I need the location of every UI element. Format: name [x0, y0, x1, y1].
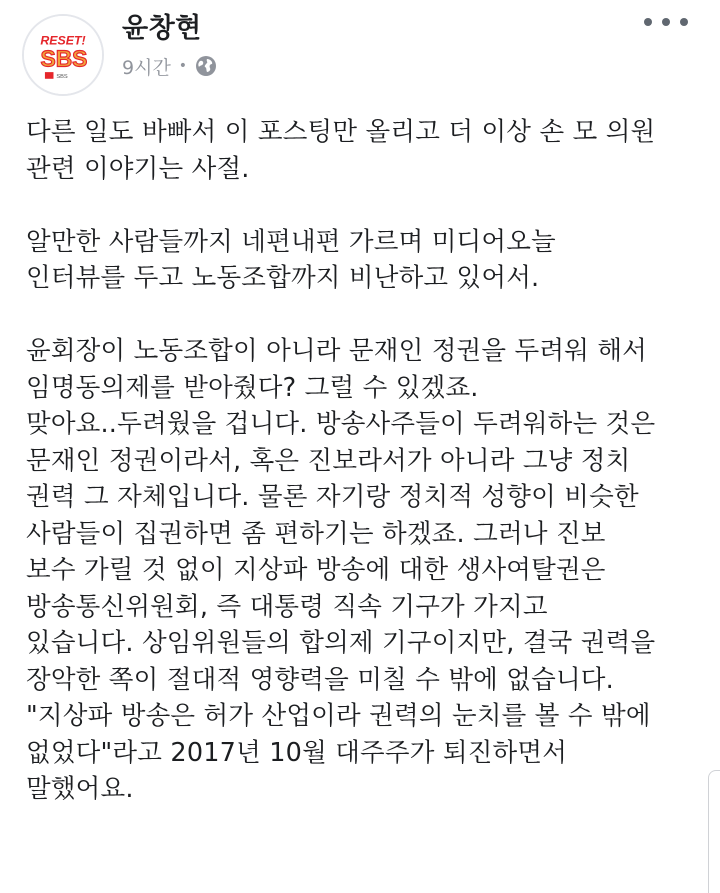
logo-text-top: RESET! [40, 33, 86, 48]
post-line: 권력 그 자체입니다. 물론 자기랑 정치적 성향이 비슷한 [26, 482, 639, 512]
logo-text-main: SBS [40, 45, 88, 72]
author-name[interactable]: 윤창현 [122, 13, 202, 44]
logo-badge: SBS [56, 73, 68, 80]
post-header [0, 0, 720, 100]
more-horizontal-icon [680, 18, 688, 26]
post-line: 맞아요..두려웠을 겁니다. 방송사주들이 두려워하는 것은 [26, 409, 656, 439]
post-line: 없었다"라고 2017년 10월 대주주가 퇴진하면서 [26, 737, 568, 768]
avatar[interactable] [22, 14, 104, 96]
post-line: "지상파 방송은 허가 산업이라 권력의 눈치를 볼 수 밖에 [26, 701, 651, 731]
post-line: 사람들이 집권하면 좀 편하기는 하겠죠. 그러나 진보 [26, 518, 606, 549]
more-horizontal-icon [644, 18, 652, 26]
meta-separator: • [178, 58, 188, 74]
more-options-button[interactable] [644, 10, 688, 34]
post-line: 임명동의제를 받아줬다? 그럴 수 있겠죠. [26, 372, 479, 403]
globe-icon[interactable] [195, 55, 217, 77]
post-text [26, 114, 716, 808]
post-line: 다른 일도 바빠서 이 포스팅만 올리고 더 이상 손 모 의원 [26, 117, 656, 147]
post-line: 있습니다. 상임위원들의 합의제 기구이지만, 결국 권력을 [26, 628, 656, 658]
post-line: 방송통신위원회, 즉 대통령 직속 기구가 가지고 [26, 591, 548, 622]
scroll-edge-indicator [708, 770, 720, 893]
post-line: 보수 가릴 것 없이 지상파 방송에 대한 생사여탈권은 [26, 555, 606, 585]
reset-sbs-logo [24, 16, 102, 94]
post-line: 말했어요. [26, 774, 134, 804]
post-line: 장악한 쪽이 절대적 영향력을 미칠 수 밖에 없습니다. [26, 664, 614, 695]
post-timestamp[interactable]: 9시간 [122, 56, 171, 79]
more-horizontal-icon [662, 18, 670, 26]
post-line: 알만한 사람들까지 네편내편 가르며 미디어오늘 [26, 226, 556, 257]
post-line: 윤회장이 노동조합이 아니라 문재인 정권을 두려워 해서 [26, 336, 647, 366]
post-line: 관련 이야기는 사절. [26, 153, 250, 184]
paragraph-gap [26, 297, 716, 334]
post-line: 문재인 정권이라서, 혹은 진보라서가 아니라 그냥 정치 [26, 445, 631, 476]
post-line: 인터뷰를 두고 노동조합까지 비난하고 있어서. [26, 263, 540, 293]
paragraph-gap [26, 187, 716, 224]
post-meta [122, 52, 217, 80]
